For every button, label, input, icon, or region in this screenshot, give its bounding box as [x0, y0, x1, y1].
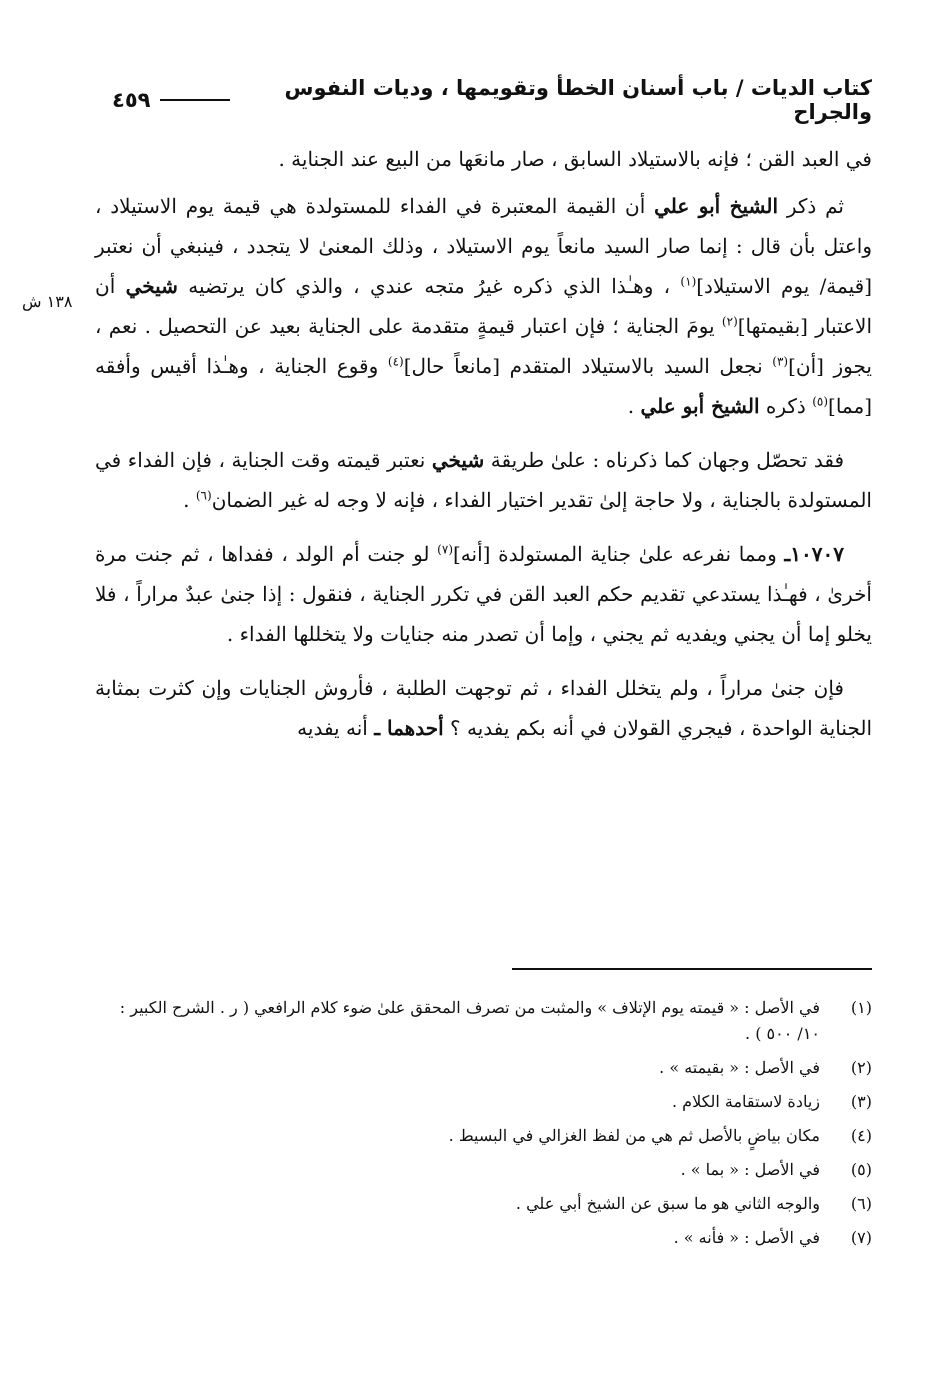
- text-run: ثم ذكر: [778, 194, 844, 218]
- footnote: [95, 1089, 872, 1115]
- footnote-number: (٧): [850, 1228, 872, 1247]
- text-run: نعتبر قيمته وقت الجناية ، فإن الفداء في المستولدة بالجناية ، ولا حاجة إلىٰ تقدير اختيار الفداء ، فإنه لا وجه له غير الضمان: [95, 448, 872, 512]
- page-number: ٤٥٩: [112, 88, 151, 112]
- footnote: [95, 1191, 872, 1217]
- footnote-number: (٣): [850, 1092, 872, 1111]
- footnote-text: في الأصل : « بما » .: [680, 1160, 820, 1179]
- footnote-text: مكان بياضٍ بالأصل ثم هي من لفظ الغزالي في البسيط .: [448, 1126, 820, 1145]
- footnote-text: زيادة لاستقامة الكلام .: [672, 1092, 820, 1111]
- text-run: ومما نفرعه علىٰ جناية المستولدة [أنه]: [453, 542, 785, 566]
- text-run: فإن جنىٰ مراراً ، ولم يتخلل الفداء ، ثم توجهت الطلبة ، فأروش الجنايات وإن كثرت بمثابة الجناية الواحدة ، فيجري القولان في أنه بكم يفديه ؟: [95, 676, 872, 740]
- paragraph-1: [95, 186, 872, 426]
- bold-name: الشيخ أبو علي: [654, 194, 779, 218]
- section-number: ١٠٧٠٧ـ: [784, 542, 844, 566]
- header-rule: [160, 99, 230, 101]
- paragraph-2: [95, 440, 872, 520]
- footnote-ref: (١): [680, 274, 697, 289]
- paragraph-3: [95, 534, 872, 654]
- text-run: أن الاعتبار [بقيمتها]: [95, 274, 872, 338]
- main-text: [95, 186, 872, 762]
- margin-note: ١٣٨ ش: [22, 292, 73, 311]
- header-title: كتاب الديات / باب أسنان الخطأ وتقويمها ، وديات النفوس والجراح: [284, 76, 872, 124]
- footnote-text: في الأصل : « بقيمته » .: [659, 1058, 820, 1077]
- text-run: .: [183, 488, 196, 512]
- footnote-number: (٢): [850, 1058, 872, 1077]
- footnote-number: (٥): [850, 1160, 872, 1179]
- footnote: [95, 1055, 872, 1081]
- bold-name: شيخي: [125, 274, 178, 298]
- footnote-ref: (٤): [387, 354, 404, 369]
- text-run: نجعل السيد بالاستيلاد المتقدم [مانعاً حال]: [403, 354, 773, 378]
- footnote-text: في الأصل : « فأنه » .: [673, 1228, 820, 1247]
- footnote: [95, 1157, 872, 1183]
- paragraph-4: [95, 668, 872, 748]
- text-run: يومَ الجناية ؛ فإن اعتبار قيمةٍ متقدمة على الجناية بعيد عن التحصيل . نعم ، يجوز [أن]: [95, 314, 872, 378]
- running-header: [112, 76, 872, 124]
- bold-name: شيخي: [431, 448, 485, 472]
- text-run: وقوع الجناية ، وهـٰذا أقيس وأفقه [مما]: [95, 354, 872, 418]
- text-run: لو جنت أم الولد ، ففداها ، ثم جنت مرة أخرىٰ ، فهـٰذا يستدعي تقديم حكم العبد القن في تكرر الجناية ، فنقول : إذا جنىٰ عبدٌ مراراً ، فلا يخلو إما أن يجني ويفديه ثم يجني ، وإما أن تصدر منه جنايات ولا يتخللها الفداء .: [95, 542, 872, 646]
- footnote-ref: (٧): [437, 542, 453, 557]
- text-run: فقد تحصّل وجهان كما ذكرناه : علىٰ طريقة: [484, 448, 844, 472]
- text-run: أن القيمة المعتبرة في الفداء للمستولدة هي قيمة يوم الاستيلاد ، واعتل بأن قال : إنما صار السيد مانعاً يوم الاستيلاد ، وذلك المعنىٰ لا يتجدد ، فينبغي أن نعتبر [قيمة/ يوم الاستيلاد]: [95, 194, 872, 298]
- footnote-number: (٤): [850, 1126, 872, 1145]
- opening-line: في العبد القن ؛ فإنه بالاستيلاد السابق ، صار مانعَها من البيع عند الجناية .: [278, 147, 872, 171]
- footnote-text: والوجه الثاني هو ما سبق عن الشيخ أبي علي .: [515, 1194, 820, 1213]
- footnotes: [95, 995, 872, 1259]
- text-run: ذكره: [759, 394, 813, 418]
- text-run: ، وهـٰذا الذي ذكره غيرُ متجه عندي ، والذي كان يرتضيه: [177, 274, 681, 298]
- footnote-number: (١): [850, 998, 872, 1017]
- footnote-number: (٦): [850, 1194, 872, 1213]
- bold-name: الشيخ أبو علي: [640, 394, 760, 418]
- footnote-ref: (٢): [721, 314, 738, 329]
- footnote: [95, 995, 872, 1047]
- footnote: [95, 1225, 872, 1251]
- text-run: أنه يفديه: [297, 716, 375, 740]
- footnote-ref: (٣): [772, 354, 789, 369]
- footnote-separator: [512, 968, 872, 970]
- text-run: .: [627, 394, 641, 418]
- footnote-ref: (٦): [195, 488, 212, 503]
- footnote-ref: (٥): [812, 394, 829, 409]
- footnote-text: في الأصل : « قيمته يوم الإتلاف » والمثبت من تصرف المحقق علىٰ ضوء كلام الرافعي ( ر . الشرح الكبير : ١٠/ ٥٠٠ ) .: [119, 998, 820, 1043]
- bold-term: أحدهما ـ: [374, 716, 444, 740]
- footnote: [95, 1123, 872, 1149]
